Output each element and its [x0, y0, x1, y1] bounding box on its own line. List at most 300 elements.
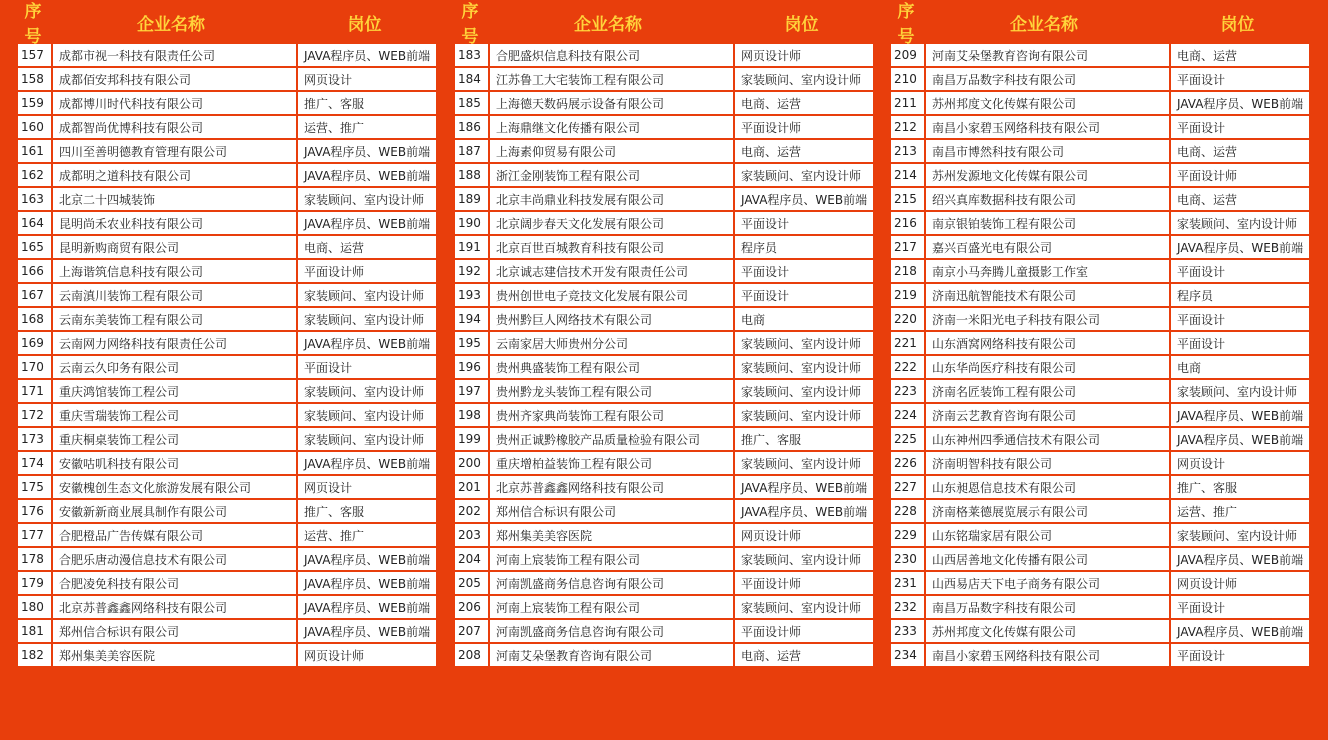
serial-number-cell: 233: [891, 620, 924, 642]
serial-number-cell: 225: [891, 428, 924, 450]
header-serial-number: 序号: [897, 2, 915, 47]
table-row: [891, 68, 1309, 90]
company-name-cell: 贵州典盛装饰工程有限公司: [490, 356, 733, 378]
table-row: [455, 404, 873, 426]
serial-number-cell: 216: [891, 212, 924, 234]
serial-number-cell: 212: [891, 116, 924, 138]
serial-number-cell: 215: [891, 188, 924, 210]
position-cell: 家装顾问、室内设计师: [1171, 380, 1309, 402]
company-name-cell: 上海谐筑信息科技有限公司: [53, 260, 296, 282]
position-cell: JAVA程序员、WEB前端: [298, 620, 436, 642]
company-name-cell: 北京诚志建信技术开发有限责任公司: [490, 260, 733, 282]
table-row: [455, 644, 873, 666]
serial-number-cell: 197: [455, 380, 488, 402]
position-cell: 电商、运营: [1171, 188, 1309, 210]
table-row: [455, 116, 873, 138]
table-row: [18, 212, 436, 234]
serial-number-cell: 158: [18, 68, 51, 90]
company-name-cell: 成都博川时代科技有限公司: [53, 92, 296, 114]
table-row: [18, 524, 436, 546]
table-row: [18, 332, 436, 354]
serial-number-cell: 211: [891, 92, 924, 114]
table-row: [455, 380, 873, 402]
company-name-cell: 山东酒窝网络科技有限公司: [926, 332, 1169, 354]
position-cell: JAVA程序员、WEB前端: [735, 476, 873, 498]
company-name-cell: 河南凯盛商务信息咨询有限公司: [490, 620, 733, 642]
position-cell: JAVA程序员、WEB前端: [1171, 548, 1309, 570]
table-row: [891, 308, 1309, 330]
company-name-cell: 济南名匠装饰工程有限公司: [926, 380, 1169, 402]
position-cell: 程序员: [735, 236, 873, 258]
serial-number-cell: 174: [18, 452, 51, 474]
header-serial-number: 序号: [24, 2, 42, 47]
listing-column-1: [18, 0, 438, 668]
company-name-cell: 成都佰安邦科技有限公司: [53, 68, 296, 90]
position-cell: 运营、推广: [1171, 500, 1309, 522]
serial-number-cell: 207: [455, 620, 488, 642]
table-row: [455, 572, 873, 594]
serial-number-cell: 159: [18, 92, 51, 114]
company-name-cell: 成都市视一科技有限责任公司: [53, 44, 296, 66]
serial-number-cell: 229: [891, 524, 924, 546]
position-cell: 家装顾问、室内设计师: [298, 308, 436, 330]
table-row: [891, 284, 1309, 306]
company-name-cell: 山东铭瑞家居有限公司: [926, 524, 1169, 546]
company-name-cell: 安徽咕叽科技有限公司: [53, 452, 296, 474]
company-name-cell: 安徽新新商业展具制作有限公司: [53, 500, 296, 522]
table-row: [18, 140, 436, 162]
serial-number-cell: 183: [455, 44, 488, 66]
serial-number-cell: 220: [891, 308, 924, 330]
position-cell: 平面设计: [1171, 68, 1309, 90]
serial-number-cell: 192: [455, 260, 488, 282]
company-name-cell: 贵州齐家典尚装饰工程有限公司: [490, 404, 733, 426]
column-header: [455, 0, 875, 47]
table-row: [891, 428, 1309, 450]
position-cell: 家装顾问、室内设计师: [298, 380, 436, 402]
position-cell: 电商、运营: [735, 140, 873, 162]
serial-number-cell: 167: [18, 284, 51, 306]
header-company-name: 企业名称: [137, 14, 205, 35]
company-name-cell: 江苏鲁工大宅装饰工程有限公司: [490, 68, 733, 90]
company-name-cell: 郑州信合标识有限公司: [490, 500, 733, 522]
serial-number-cell: 178: [18, 548, 51, 570]
position-cell: 推广、客服: [1171, 476, 1309, 498]
table-row: [891, 188, 1309, 210]
serial-number-cell: 169: [18, 332, 51, 354]
table-row: [18, 452, 436, 474]
position-cell: 家装顾问、室内设计师: [298, 188, 436, 210]
table-row: [455, 140, 873, 162]
company-name-cell: 山东昶恩信息技术有限公司: [926, 476, 1169, 498]
position-cell: 平面设计师: [735, 572, 873, 594]
serial-number-cell: 209: [891, 44, 924, 66]
company-name-cell: 南昌小家碧玉网络科技有限公司: [926, 644, 1169, 666]
company-name-cell: 郑州集美美容医院: [53, 644, 296, 666]
table-row: [18, 620, 436, 642]
position-cell: 运营、推广: [298, 524, 436, 546]
company-name-cell: 郑州集美美容医院: [490, 524, 733, 546]
column-header: [891, 0, 1311, 47]
position-cell: 家装顾问、室内设计师: [735, 596, 873, 618]
serial-number-cell: 234: [891, 644, 924, 666]
position-cell: 推广、客服: [735, 428, 873, 450]
serial-number-cell: 231: [891, 572, 924, 594]
listing-column-2: [455, 0, 875, 668]
table-row: [891, 572, 1309, 594]
header-company-name: 企业名称: [574, 14, 642, 35]
table-row: [455, 236, 873, 258]
company-name-cell: 河南上宸装饰工程有限公司: [490, 548, 733, 570]
position-cell: 家装顾问、室内设计师: [735, 332, 873, 354]
position-cell: 网页设计: [298, 68, 436, 90]
table-row: [18, 188, 436, 210]
table-row: [891, 380, 1309, 402]
serial-number-cell: 208: [455, 644, 488, 666]
position-cell: JAVA程序员、WEB前端: [1171, 92, 1309, 114]
company-name-cell: 郑州信合标识有限公司: [53, 620, 296, 642]
serial-number-cell: 214: [891, 164, 924, 186]
company-name-cell: 山西易店天下电子商务有限公司: [926, 572, 1169, 594]
serial-number-cell: 170: [18, 356, 51, 378]
company-name-cell: 山东华尚医疗科技有限公司: [926, 356, 1169, 378]
header-position: 岗位: [784, 14, 819, 35]
serial-number-cell: 179: [18, 572, 51, 594]
position-cell: 家装顾问、室内设计师: [735, 164, 873, 186]
position-cell: 网页设计师: [735, 524, 873, 546]
column-header: [18, 0, 438, 47]
position-cell: 平面设计师: [1171, 164, 1309, 186]
position-cell: 平面设计师: [298, 260, 436, 282]
serial-number-cell: 165: [18, 236, 51, 258]
header-company-name: 企业名称: [1010, 14, 1078, 35]
serial-number-cell: 185: [455, 92, 488, 114]
company-name-cell: 云南东美装饰工程有限公司: [53, 308, 296, 330]
position-cell: 网页设计: [1171, 452, 1309, 474]
company-name-cell: 济南格莱德展览展示有限公司: [926, 500, 1169, 522]
company-name-cell: 贵州黔龙头装饰工程有限公司: [490, 380, 733, 402]
position-cell: JAVA程序员、WEB前端: [735, 500, 873, 522]
table-row: [18, 500, 436, 522]
position-cell: JAVA程序员、WEB前端: [298, 332, 436, 354]
company-name-cell: 南京小马奔腾儿童摄影工作室: [926, 260, 1169, 282]
serial-number-cell: 163: [18, 188, 51, 210]
table-row: [18, 572, 436, 594]
serial-number-cell: 230: [891, 548, 924, 570]
position-cell: JAVA程序员、WEB前端: [298, 44, 436, 66]
position-cell: JAVA程序员、WEB前端: [298, 164, 436, 186]
table-row: [891, 236, 1309, 258]
table-row: [891, 404, 1309, 426]
position-cell: 电商: [1171, 356, 1309, 378]
table-row: [891, 212, 1309, 234]
serial-number-cell: 193: [455, 284, 488, 306]
serial-number-cell: 199: [455, 428, 488, 450]
company-name-cell: 云南滇川装饰工程有限公司: [53, 284, 296, 306]
serial-number-cell: 182: [18, 644, 51, 666]
serial-number-cell: 204: [455, 548, 488, 570]
table-row: [455, 620, 873, 642]
position-cell: JAVA程序员、WEB前端: [1171, 428, 1309, 450]
position-cell: 网页设计师: [298, 644, 436, 666]
position-cell: 平面设计: [298, 356, 436, 378]
company-name-cell: 苏州邦度文化传媒有限公司: [926, 92, 1169, 114]
company-name-cell: 成都明之道科技有限公司: [53, 164, 296, 186]
company-name-cell: 南昌万品数字科技有限公司: [926, 596, 1169, 618]
company-name-cell: 山西居善地文化传播有限公司: [926, 548, 1169, 570]
position-cell: 家装顾问、室内设计师: [298, 284, 436, 306]
company-name-cell: 安徽槐创生态文化旅游发展有限公司: [53, 476, 296, 498]
serial-number-cell: 189: [455, 188, 488, 210]
company-name-cell: 重庆雪瑞装饰工程公司: [53, 404, 296, 426]
position-cell: JAVA程序员、WEB前端: [298, 548, 436, 570]
company-name-cell: 上海鼎继文化传播有限公司: [490, 116, 733, 138]
serial-number-cell: 226: [891, 452, 924, 474]
company-name-cell: 苏州邦度文化传媒有限公司: [926, 620, 1169, 642]
company-table: [16, 42, 438, 668]
table-row: [455, 356, 873, 378]
position-cell: 电商、运营: [1171, 140, 1309, 162]
position-cell: 电商: [735, 308, 873, 330]
table-row: [455, 92, 873, 114]
serial-number-cell: 181: [18, 620, 51, 642]
company-name-cell: 云南家居大师贵州分公司: [490, 332, 733, 354]
position-cell: 网页设计师: [735, 44, 873, 66]
company-name-cell: 河南上宸装饰工程有限公司: [490, 596, 733, 618]
position-cell: 家装顾问、室内设计师: [735, 68, 873, 90]
serial-number-cell: 166: [18, 260, 51, 282]
table-row: [891, 476, 1309, 498]
serial-number-cell: 190: [455, 212, 488, 234]
serial-number-cell: 186: [455, 116, 488, 138]
position-cell: 网页设计: [298, 476, 436, 498]
company-name-cell: 绍兴真库数据科技有限公司: [926, 188, 1169, 210]
company-name-cell: 合肥盛炽信息科技有限公司: [490, 44, 733, 66]
serial-number-cell: 176: [18, 500, 51, 522]
company-name-cell: 四川至善明德教育管理有限公司: [53, 140, 296, 162]
company-name-cell: 云南网力网络科技有限责任公司: [53, 332, 296, 354]
serial-number-cell: 175: [18, 476, 51, 498]
company-name-cell: 南京银铂装饰工程有限公司: [926, 212, 1169, 234]
header-position: 岗位: [347, 14, 382, 35]
table-row: [891, 596, 1309, 618]
serial-number-cell: 161: [18, 140, 51, 162]
company-name-cell: 济南云艺教育咨询有限公司: [926, 404, 1169, 426]
position-cell: 平面设计: [1171, 308, 1309, 330]
serial-number-cell: 168: [18, 308, 51, 330]
position-cell: JAVA程序员、WEB前端: [298, 596, 436, 618]
table-row: [18, 164, 436, 186]
serial-number-cell: 171: [18, 380, 51, 402]
company-name-cell: 北京百世百城教育科技有限公司: [490, 236, 733, 258]
serial-number-cell: 187: [455, 140, 488, 162]
table-row: [891, 452, 1309, 474]
company-name-cell: 云南云久印务有限公司: [53, 356, 296, 378]
table-row: [455, 332, 873, 354]
company-name-cell: 北京苏普鑫鑫网络科技有限公司: [490, 476, 733, 498]
company-name-cell: 上海德天数码展示设备有限公司: [490, 92, 733, 114]
company-table: [889, 42, 1311, 668]
company-name-cell: 南昌小家碧玉网络科技有限公司: [926, 116, 1169, 138]
position-cell: JAVA程序员、WEB前端: [1171, 620, 1309, 642]
table-row: [455, 500, 873, 522]
company-name-cell: 河南凯盛商务信息咨询有限公司: [490, 572, 733, 594]
serial-number-cell: 188: [455, 164, 488, 186]
table-row: [891, 140, 1309, 162]
table-row: [18, 236, 436, 258]
table-row: [891, 116, 1309, 138]
table-row: [891, 524, 1309, 546]
table-row: [18, 404, 436, 426]
company-name-cell: 河南艾朵堡教育咨询有限公司: [926, 44, 1169, 66]
table-row: [455, 164, 873, 186]
table-row: [455, 452, 873, 474]
company-name-cell: 合肥乐唐动漫信息技术有限公司: [53, 548, 296, 570]
position-cell: 推广、客服: [298, 92, 436, 114]
position-cell: 家装顾问、室内设计师: [298, 428, 436, 450]
table-row: [891, 500, 1309, 522]
company-name-cell: 成都智尚优博科技有限公司: [53, 116, 296, 138]
serial-number-cell: 160: [18, 116, 51, 138]
table-row: [891, 332, 1309, 354]
table-row: [18, 308, 436, 330]
serial-number-cell: 210: [891, 68, 924, 90]
company-name-cell: 重庆鸿馆装饰工程公司: [53, 380, 296, 402]
serial-number-cell: 195: [455, 332, 488, 354]
company-name-cell: 济南明智科技有限公司: [926, 452, 1169, 474]
serial-number-cell: 217: [891, 236, 924, 258]
table-row: [18, 548, 436, 570]
position-cell: JAVA程序员、WEB前端: [735, 188, 873, 210]
position-cell: 程序员: [1171, 284, 1309, 306]
header-serial-number: 序号: [461, 2, 479, 47]
company-name-cell: 苏州发源地文化传媒有限公司: [926, 164, 1169, 186]
table-row: [455, 188, 873, 210]
serial-number-cell: 201: [455, 476, 488, 498]
company-name-cell: 南昌市博然科技有限公司: [926, 140, 1169, 162]
serial-number-cell: 205: [455, 572, 488, 594]
position-cell: 家装顾问、室内设计师: [735, 404, 873, 426]
position-cell: 电商、运营: [1171, 44, 1309, 66]
company-name-cell: 北京丰尚鼎业科技发展有限公司: [490, 188, 733, 210]
table-row: [18, 476, 436, 498]
position-cell: JAVA程序员、WEB前端: [1171, 236, 1309, 258]
position-cell: 家装顾问、室内设计师: [1171, 212, 1309, 234]
company-name-cell: 济南一米阳光电子科技有限公司: [926, 308, 1169, 330]
table-row: [455, 308, 873, 330]
table-row: [18, 284, 436, 306]
table-row: [455, 596, 873, 618]
table-row: [455, 476, 873, 498]
position-cell: 家装顾问、室内设计师: [735, 548, 873, 570]
company-table: [453, 42, 875, 668]
serial-number-cell: 223: [891, 380, 924, 402]
company-name-cell: 北京阔步春天文化发展有限公司: [490, 212, 733, 234]
table-row: [18, 596, 436, 618]
position-cell: 电商、运营: [298, 236, 436, 258]
company-name-cell: 山东神州四季通信技术有限公司: [926, 428, 1169, 450]
company-name-cell: 重庆桐桌装饰工程公司: [53, 428, 296, 450]
table-row: [455, 284, 873, 306]
serial-number-cell: 221: [891, 332, 924, 354]
table-row: [891, 164, 1309, 186]
position-cell: 推广、客服: [298, 500, 436, 522]
serial-number-cell: 224: [891, 404, 924, 426]
serial-number-cell: 213: [891, 140, 924, 162]
serial-number-cell: 172: [18, 404, 51, 426]
table-row: [18, 356, 436, 378]
table-row: [18, 68, 436, 90]
position-cell: 家装顾问、室内设计师: [1171, 524, 1309, 546]
position-cell: JAVA程序员、WEB前端: [1171, 404, 1309, 426]
position-cell: 运营、推广: [298, 116, 436, 138]
position-cell: 平面设计: [1171, 596, 1309, 618]
serial-number-cell: 202: [455, 500, 488, 522]
table-row: [18, 116, 436, 138]
serial-number-cell: 227: [891, 476, 924, 498]
table-row: [455, 68, 873, 90]
serial-number-cell: 200: [455, 452, 488, 474]
company-name-cell: 贵州黔巨人网络技术有限公司: [490, 308, 733, 330]
table-row: [891, 44, 1309, 66]
company-name-cell: 北京二十四城装饰: [53, 188, 296, 210]
serial-number-cell: 198: [455, 404, 488, 426]
company-name-cell: 济南迅航智能技术有限公司: [926, 284, 1169, 306]
table-row: [18, 428, 436, 450]
serial-number-cell: 177: [18, 524, 51, 546]
serial-number-cell: 157: [18, 44, 51, 66]
table-row: [455, 260, 873, 282]
table-row: [891, 548, 1309, 570]
position-cell: 平面设计师: [735, 116, 873, 138]
table-row: [18, 44, 436, 66]
position-cell: JAVA程序员、WEB前端: [298, 452, 436, 474]
serial-number-cell: 180: [18, 596, 51, 618]
table-row: [455, 428, 873, 450]
serial-number-cell: 194: [455, 308, 488, 330]
table-row: [18, 644, 436, 666]
position-cell: 家装顾问、室内设计师: [735, 356, 873, 378]
serial-number-cell: 228: [891, 500, 924, 522]
listing-column-3: [891, 0, 1311, 668]
position-cell: 家装顾问、室内设计师: [735, 452, 873, 474]
position-cell: 平面设计师: [735, 620, 873, 642]
company-name-cell: 上海素仰贸易有限公司: [490, 140, 733, 162]
company-name-cell: 昆明尚禾农业科技有限公司: [53, 212, 296, 234]
table-row: [891, 620, 1309, 642]
table-row: [18, 380, 436, 402]
table-row: [455, 44, 873, 66]
serial-number-cell: 206: [455, 596, 488, 618]
position-cell: JAVA程序员、WEB前端: [298, 572, 436, 594]
position-cell: 电商、运营: [735, 644, 873, 666]
company-name-cell: 昆明新购商贸有限公司: [53, 236, 296, 258]
position-cell: 平面设计: [1171, 644, 1309, 666]
table-row: [891, 356, 1309, 378]
serial-number-cell: 203: [455, 524, 488, 546]
serial-number-cell: 162: [18, 164, 51, 186]
position-cell: 平面设计: [735, 284, 873, 306]
company-name-cell: 嘉兴百盛光电有限公司: [926, 236, 1169, 258]
table-row: [455, 548, 873, 570]
table-row: [18, 92, 436, 114]
serial-number-cell: 184: [455, 68, 488, 90]
company-name-cell: 贵州正诚黔橡胶产品质量检验有限公司: [490, 428, 733, 450]
position-cell: 平面设计: [735, 212, 873, 234]
serial-number-cell: 191: [455, 236, 488, 258]
serial-number-cell: 196: [455, 356, 488, 378]
position-cell: 平面设计: [735, 260, 873, 282]
